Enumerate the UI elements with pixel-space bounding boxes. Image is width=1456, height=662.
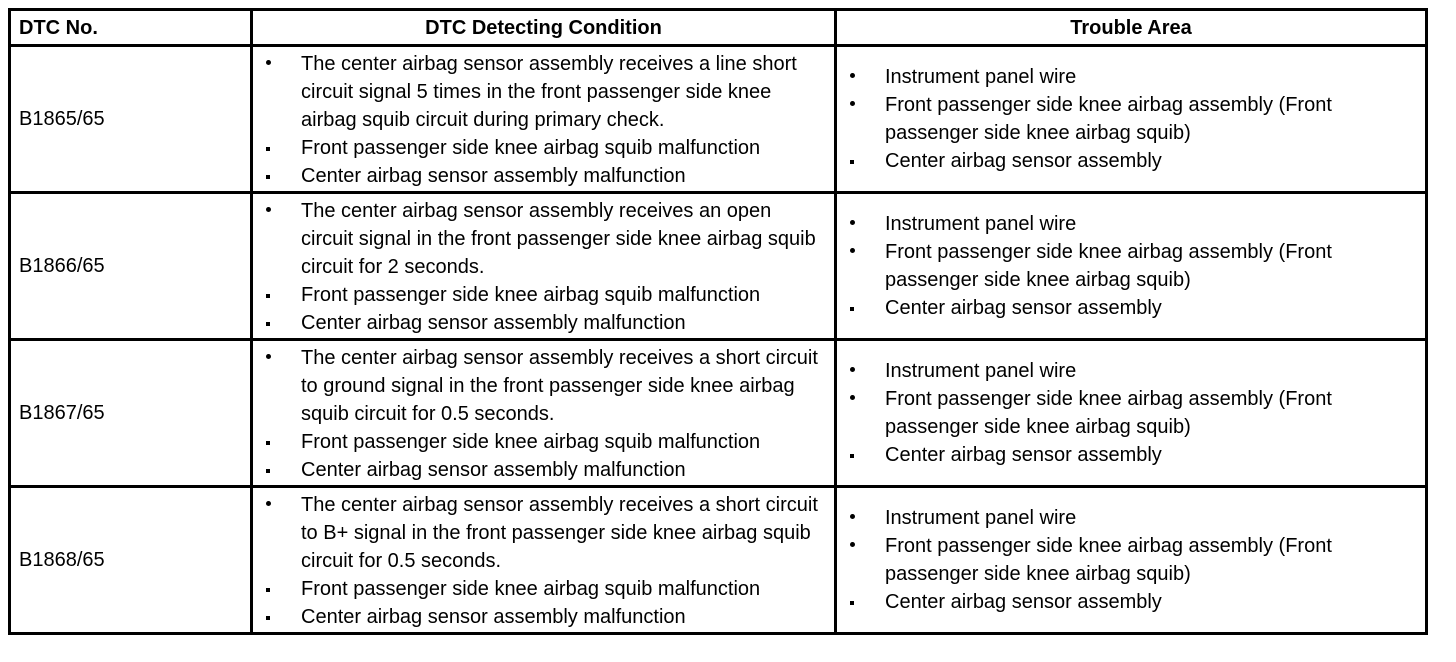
trouble-area-text: Center airbag sensor assembly xyxy=(885,150,1162,172)
list-item xyxy=(837,357,1425,385)
list-item xyxy=(837,504,1425,532)
list-item xyxy=(837,238,1425,294)
list-item xyxy=(837,588,1425,616)
condition-text: Front passenger side knee airbag squib malfunction xyxy=(301,137,761,159)
condition-list xyxy=(253,195,834,337)
condition-list xyxy=(253,48,834,190)
trouble-area-text: Instrument panel wire xyxy=(885,360,1077,382)
dtc-code: B1868/65 xyxy=(10,487,252,634)
trouble-area-list xyxy=(837,504,1425,616)
trouble-area-list xyxy=(837,210,1425,322)
condition-list xyxy=(253,342,834,484)
list-item xyxy=(837,63,1425,91)
dtc-table xyxy=(8,8,1428,635)
list-item xyxy=(253,50,834,134)
trouble-area-text: Instrument panel wire xyxy=(885,213,1077,235)
condition-text: The center airbag sensor assembly receives a line short circuit signal 5 times in the front passenger side knee airbag squib circuit during primary check. xyxy=(301,53,797,131)
list-item xyxy=(837,441,1425,469)
list-item xyxy=(837,91,1425,147)
list-item xyxy=(837,532,1425,588)
condition-text: The center airbag sensor assembly receives an open circuit signal in the front passenger side knee airbag squib circuit for 2 seconds. xyxy=(301,200,816,278)
dtc-code: B1865/65 xyxy=(10,46,252,193)
trouble-area-cell xyxy=(836,193,1427,340)
detecting-condition-cell xyxy=(252,340,836,487)
list-item xyxy=(253,344,834,428)
trouble-area-list xyxy=(837,63,1425,175)
condition-text: Center airbag sensor assembly malfunction xyxy=(301,165,686,187)
trouble-area-text: Instrument panel wire xyxy=(885,66,1077,88)
header-trouble-area: Trouble Area xyxy=(836,10,1427,46)
trouble-area-text: Center airbag sensor assembly xyxy=(885,444,1162,466)
trouble-area-text: Front passenger side knee airbag assembly (Front passenger side knee airbag squib) xyxy=(885,388,1332,438)
list-item xyxy=(253,603,834,631)
detecting-condition-cell xyxy=(252,487,836,634)
table-row xyxy=(10,193,1427,340)
detecting-condition-cell xyxy=(252,193,836,340)
trouble-area-cell xyxy=(836,487,1427,634)
dtc-code: B1867/65 xyxy=(10,340,252,487)
condition-text: Front passenger side knee airbag squib malfunction xyxy=(301,431,761,453)
list-item xyxy=(837,385,1425,441)
list-item xyxy=(253,491,834,575)
trouble-area-text: Center airbag sensor assembly xyxy=(885,297,1162,319)
trouble-area-text: Front passenger side knee airbag assembly (Front passenger side knee airbag squib) xyxy=(885,94,1332,144)
list-item xyxy=(253,428,834,456)
list-item xyxy=(837,147,1425,175)
condition-text: The center airbag sensor assembly receives a short circuit to B+ signal in the front passenger side knee airbag squib circuit for 0.5 seconds. xyxy=(301,494,818,572)
trouble-area-cell xyxy=(836,46,1427,193)
condition-text: Center airbag sensor assembly malfunction xyxy=(301,459,686,481)
table-row xyxy=(10,340,1427,487)
dtc-code: B1866/65 xyxy=(10,193,252,340)
trouble-area-text: Front passenger side knee airbag assembly (Front passenger side knee airbag squib) xyxy=(885,241,1332,291)
trouble-area-list xyxy=(837,357,1425,469)
detecting-condition-cell xyxy=(252,46,836,193)
condition-text: The center airbag sensor assembly receives a short circuit to ground signal in the front passenger side knee airbag squib circuit for 0.5 seconds. xyxy=(301,347,818,425)
condition-text: Front passenger side knee airbag squib malfunction xyxy=(301,578,761,600)
list-item xyxy=(253,197,834,281)
condition-text: Center airbag sensor assembly malfunction xyxy=(301,606,686,628)
trouble-area-cell xyxy=(836,340,1427,487)
list-item xyxy=(253,162,834,190)
trouble-area-text: Front passenger side knee airbag assembly (Front passenger side knee airbag squib) xyxy=(885,535,1332,585)
trouble-area-text: Instrument panel wire xyxy=(885,507,1077,529)
list-item xyxy=(837,294,1425,322)
list-item xyxy=(837,210,1425,238)
table-row xyxy=(10,46,1427,193)
list-item xyxy=(253,281,834,309)
condition-text: Front passenger side knee airbag squib malfunction xyxy=(301,284,761,306)
list-item xyxy=(253,134,834,162)
table-row xyxy=(10,487,1427,634)
list-item xyxy=(253,456,834,484)
table-header-row xyxy=(10,10,1427,46)
trouble-area-text: Center airbag sensor assembly xyxy=(885,591,1162,613)
condition-text: Center airbag sensor assembly malfunction xyxy=(301,312,686,334)
condition-list xyxy=(253,489,834,631)
list-item xyxy=(253,575,834,603)
list-item xyxy=(253,309,834,337)
header-detecting-condition: DTC Detecting Condition xyxy=(252,10,836,46)
header-dtc-no: DTC No. xyxy=(10,10,252,46)
